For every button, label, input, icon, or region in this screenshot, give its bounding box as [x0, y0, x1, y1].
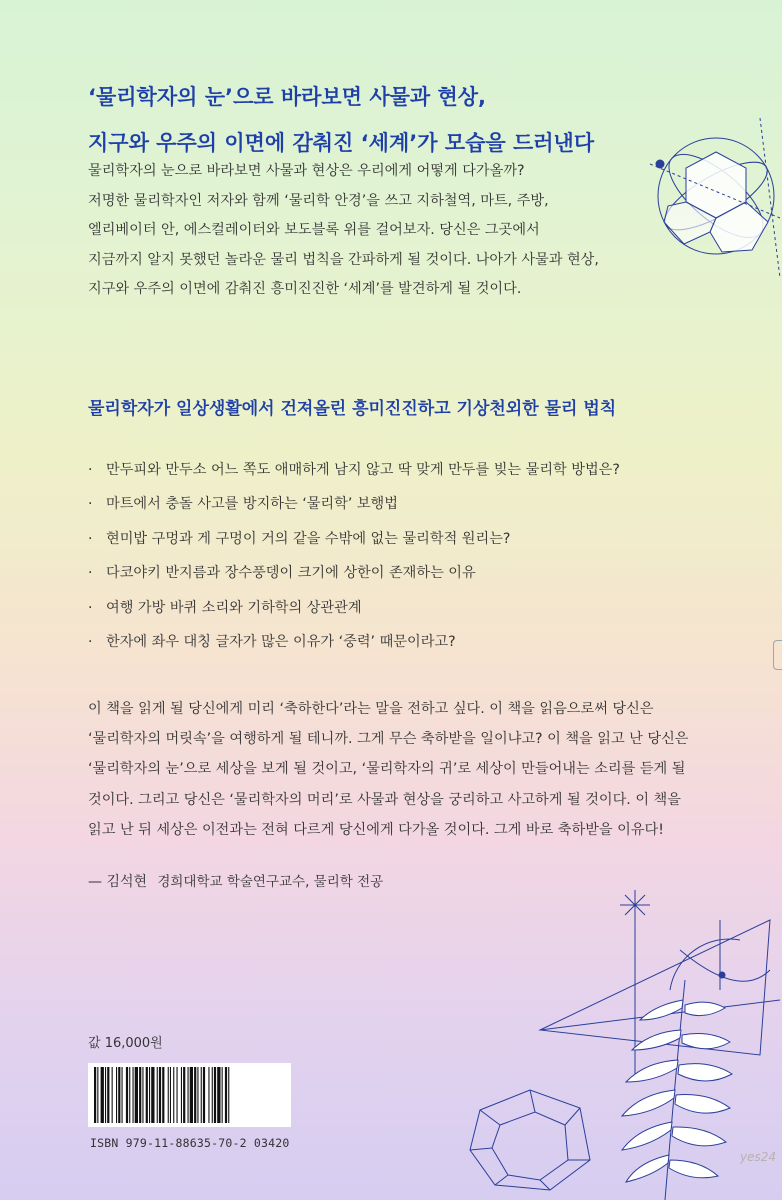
- list-item-text: 만두피와 만두소 어느 쪽도 애매하게 남지 않고 딱 맞게 만두를 빚는 물리학 방법은?: [106, 462, 620, 478]
- list-item: [88, 556, 738, 590]
- barcode-bar: [97, 1067, 98, 1123]
- section-subheading: 물리학자가 일상생활에서 건져올린 흥미진진하고 기상천외한 물리 법칙: [88, 399, 617, 419]
- review-line: ‘물리학자의 머릿속’을 여행하게 될 테니까. 그게 무슨 축하받을 일이냐고? 이 책을 읽고 난 당신은: [88, 731, 689, 748]
- list-item-text: 한자에 좌우 대칭 글자가 많은 이유가 ‘중력’ 때문이라고?: [106, 634, 456, 651]
- barcode-bar: [126, 1067, 128, 1123]
- review-paragraph: [88, 694, 718, 845]
- bullet-dot: ·: [88, 634, 93, 651]
- bullet-dot: ·: [88, 565, 93, 582]
- barcode-bar: [118, 1067, 120, 1123]
- barcode-bar: [197, 1067, 198, 1123]
- review-line: 읽고 난 뒤 세상은 이전과는 전혀 다르게 당신에게 다가올 것이다. 그게 바로 축하받을 이유다!: [88, 821, 664, 838]
- list-item-text: 다코야키 반지름과 장수풍뎅이 크기에 상한이 존재하는 이유: [106, 565, 476, 582]
- bullet-dot: ·: [88, 530, 93, 547]
- highlights-list: [88, 453, 738, 659]
- barcode-bar: [139, 1067, 141, 1123]
- barcode-bar: [133, 1067, 134, 1123]
- review-line: 이 책을 읽게 될 당신에게 미리 ‘축하한다’라는 말을 전하고 싶다. 이 책을 읽음으로써 당신은: [88, 701, 654, 717]
- barcode-bar: [116, 1067, 117, 1123]
- barcode-bar: [201, 1067, 202, 1123]
- price-label: 값 16,000원: [88, 1036, 163, 1051]
- intro-line: 물리학자의 눈으로 바라보면 사물과 현상은 우리에게 어떻게 다가올까?: [88, 163, 525, 179]
- review-author: [88, 870, 383, 891]
- list-item: [88, 625, 738, 659]
- barcode-bar: [122, 1067, 123, 1123]
- barcode-bar: [217, 1067, 220, 1123]
- fern-geometry-illustration: [440, 880, 782, 1200]
- barcode-bar: [142, 1067, 143, 1123]
- intro-line: 지금까지 알지 못했던 놀라운 물리 법칙을 간파하게 될 것이다. 나아가 사물과 현상,: [88, 251, 599, 268]
- review-line: 것이다. 그리고 당신은 ‘물리학자의 머리’로 사물과 현상을 궁리하고 사고하게 될 것이다. 이 책을: [88, 791, 681, 808]
- intro-line: 저명한 물리학자인 저자와 함께 ‘물리학 안경’을 쓰고 지하철역, 마트, 주방,: [88, 192, 549, 209]
- tagline-line-1: ‘물리학자의 눈’으로 바라보면 사물과 현상,: [88, 85, 487, 109]
- author-title: 경희대학교 학술연구교수, 물리학 전공: [157, 874, 384, 890]
- isbn-number: ISBN 979-11-88635-70-2 03420: [90, 1136, 290, 1150]
- list-item: [88, 522, 738, 556]
- barcode-bar: [101, 1067, 104, 1123]
- barcode-bar: [107, 1067, 109, 1123]
- tagline: [88, 74, 728, 166]
- barcode-bar: [94, 1067, 96, 1123]
- bullet-dot: ·: [88, 496, 93, 513]
- list-item-text: 마트에서 충돌 사고를 방지하는 ‘물리학’ 보행법: [106, 496, 398, 513]
- intro-paragraph: [88, 157, 648, 305]
- geometric-sphere-illustration: [640, 118, 782, 288]
- author-name: — 김석현: [88, 874, 148, 890]
- list-item: [88, 487, 738, 521]
- barcode-bar: [228, 1067, 229, 1123]
- barcode-bar: [149, 1067, 150, 1123]
- barcode-bar: [194, 1067, 196, 1123]
- list-item: [88, 453, 738, 487]
- barcode-bar: [112, 1067, 113, 1123]
- barcode-bar: [168, 1067, 169, 1123]
- intro-line: 엘리베이터 안, 에스컬레이터와 보도블록 위를 걸어보자. 당신은 그곳에서: [88, 222, 540, 238]
- barcode-bar: [188, 1067, 189, 1123]
- list-item: [88, 591, 738, 625]
- barcode-bar: [183, 1067, 185, 1123]
- barcode-bar: [212, 1067, 213, 1123]
- barcode-bar: [177, 1067, 178, 1123]
- barcode-bar: [129, 1067, 130, 1123]
- barcode-bar: [208, 1067, 209, 1123]
- barcode-bar: [159, 1067, 161, 1123]
- barcode-bar: [170, 1067, 171, 1123]
- barcode-bars: [88, 1063, 291, 1127]
- barcode-bar: [214, 1067, 216, 1123]
- intro-line: 지구와 우주의 이면에 감춰진 흥미진진한 ‘세계’를 발견하게 될 것이다.: [88, 281, 522, 297]
- barcode-bar: [135, 1067, 138, 1123]
- barcode-bar: [203, 1067, 205, 1123]
- bullet-dot: ·: [88, 462, 93, 478]
- barcode-bar: [151, 1067, 154, 1123]
- list-item-text: 여행 가방 바퀴 소리와 기하학의 상관관계: [106, 599, 362, 616]
- barcode-bar: [190, 1067, 193, 1123]
- barcode-bar: [173, 1067, 174, 1123]
- review-line: ‘물리학자의 눈’으로 세상을 보게 될 것이고, ‘물리학자의 귀’로 세상이 만들어내는 소리를 듣게 될: [88, 761, 686, 778]
- bullet-dot: ·: [88, 599, 93, 616]
- list-item-text: 현미밥 구멍과 게 구멍이 거의 같을 수밖에 없는 물리학적 원리는?: [106, 530, 511, 547]
- tagline-line-2: 지구와 우주의 이면에 감춰진 ‘세계’가 모습을 드러낸다: [88, 131, 595, 155]
- barcode-bar: [222, 1067, 223, 1123]
- barcode-bar: [225, 1067, 227, 1123]
- barcode-bar: [157, 1067, 158, 1123]
- barcode-bar: [181, 1067, 182, 1123]
- watermark: yes24: [740, 1150, 777, 1164]
- barcode-bar: [105, 1067, 106, 1123]
- barcode: [88, 1063, 291, 1127]
- barcode-bar: [162, 1067, 164, 1123]
- cover-edge-tab: [773, 640, 782, 670]
- barcode-bar: [146, 1067, 148, 1123]
